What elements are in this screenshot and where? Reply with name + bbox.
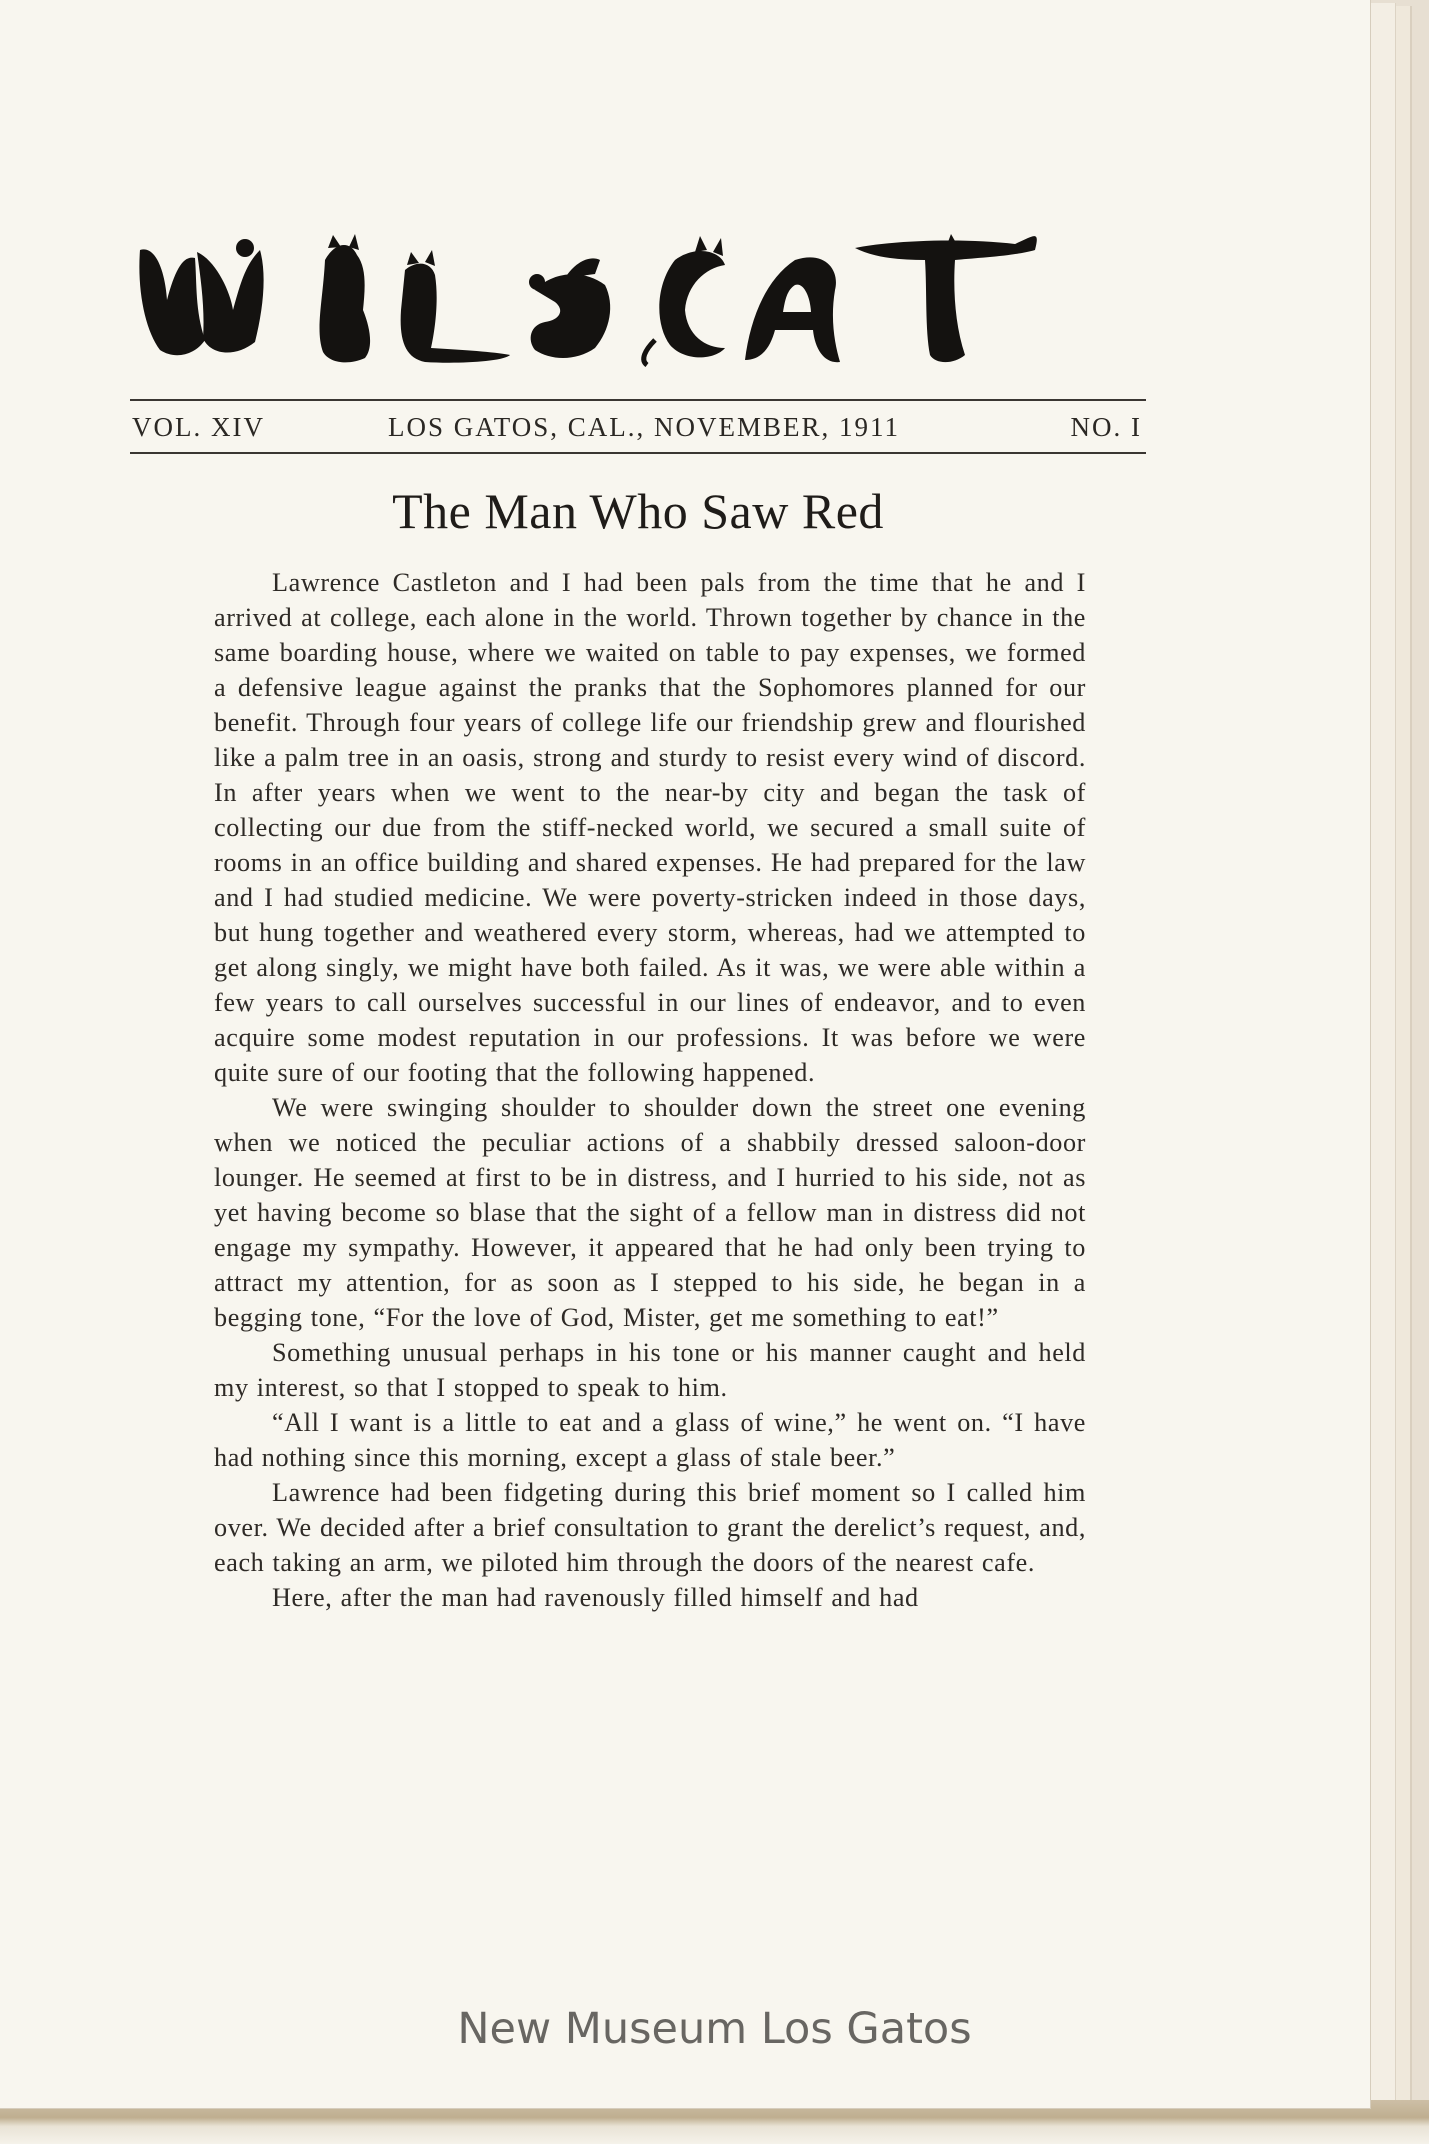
dateline [130,408,1146,448]
masthead-rule-top [130,399,1146,401]
article-title: The Man Who Saw Red [392,483,884,539]
place-and-date: LOS GATOS, CAL., NOVEMBER, 1911 [388,412,901,442]
article-body [214,565,1086,1615]
wild-cat-logo-icon [135,230,1145,380]
watermark: New Museum Los Gatos [457,2004,972,2054]
article-paragraph: Something unusual perhaps in his tone or his manner caught and held my interest, so that I stopped to speak to him. [214,1338,1086,1402]
article-paragraph: We were swinging shoulder to shoulder down the street one evening when we noticed the peculiar actions of a shabbily dressed saloon-door lounger. He seemed at first to be in distress, and I hurried to his side, not as yet having become so blase that the sight of a fellow man in distress did not engage my sympathy. However, it appeared that he had only been trying to attract my attention, for as soon as I stepped to his side, he began in a begging tone, “For the love of God, Mister, get me something to eat!” [214,1093,1086,1332]
masthead-logo [135,230,1145,380]
article-paragraph: “All I want is a little to eat and a glass of wine,” he went on. “I have had nothing since this morning, except a glass of stale beer.” [214,1408,1086,1472]
volume-number: VOL. XIV [132,412,265,442]
masthead-rule-bottom [130,452,1146,454]
article-paragraph: Here, after the man had ravenously filled himself and had [272,1583,919,1612]
issue-number: NO. I [1070,412,1142,442]
article-paragraph: Lawrence Castleton and I had been pals from the time that he and I arrived at college, each alone in the world. Thrown together by chance in the same boarding house, where we waited on table to pay expenses, we formed a defensive league against the pranks that the Sophomores planned for our benefit. Through four years of college life our friendship grew and flourished like a palm tree in an oasis, strong and sturdy to resist every wind of discord. In after years when we went to the near-by city and began the task of collecting our due from the stiff-necked world, we secured a small suite of rooms in an office building and shared expenses. He had prepared for the law and I had studied medicine. We were poverty-stricken indeed in those days, but hung together and weathered every storm, whereas, had we attempted to get along singly, we might have both failed. As it was, we were able within a few years to call ourselves successful in our lines of endeavor, and to even acquire some modest reputation in our professions. It was before we were quite sure of our footing that the following happened. [214,568,1086,1087]
article-paragraph: Lawrence had been fidgeting during this brief moment so I called him over. We decided after a brief consultation to grant the derelict’s request, and, each taking an arm, we piloted him through the doors of the nearest cafe. [214,1478,1086,1577]
